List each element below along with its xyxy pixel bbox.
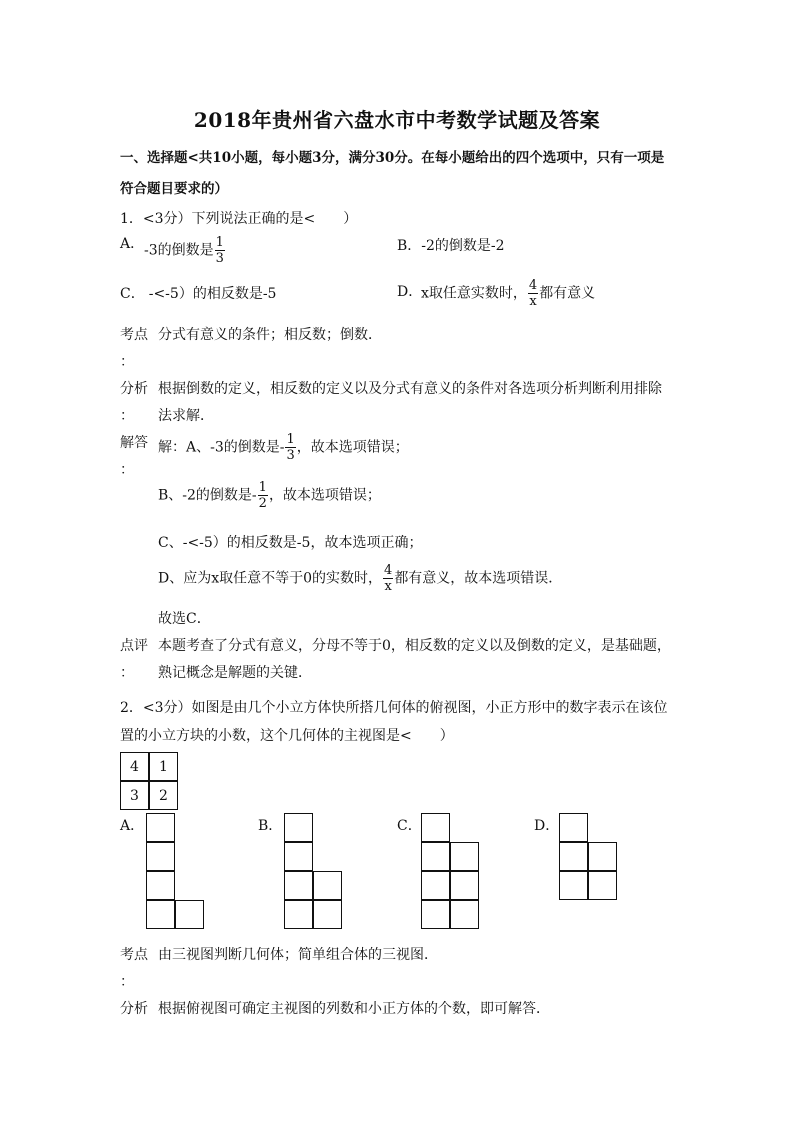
cube-square	[450, 871, 479, 900]
q1-option-b	[397, 235, 505, 255]
cube-square	[284, 871, 313, 900]
q1-fenxi-colon: ：	[120, 408, 134, 424]
topview-cell: 3	[120, 781, 149, 810]
q1-jieda-b-fraction	[258, 481, 268, 510]
q1-jieda-d	[158, 564, 562, 593]
q1-jieda-a-fraction	[285, 433, 295, 462]
topview-cell: 1	[149, 752, 178, 781]
cube-square	[588, 871, 617, 900]
section-header-line2: 符合题目要求的）	[120, 181, 228, 197]
q1-fenxi-line1: 根据倒数的定义，相反数的定义以及分式有意义的条件对各选项分析判断利用排除	[158, 381, 662, 397]
cube-square	[146, 813, 175, 842]
topview-cell: 2	[149, 781, 178, 810]
q1-option-a-label: A．	[120, 236, 145, 252]
q2-option-a-label: A．	[120, 818, 145, 834]
q1-jieda-b-text2: ，故本选项错误；	[268, 487, 381, 504]
q2-option-c-label: C．	[397, 818, 422, 834]
cube-square	[450, 842, 479, 871]
cube-square	[559, 813, 588, 842]
q1-jieda-a-text2: ，故本选项错误；	[296, 439, 409, 456]
cube-square	[588, 842, 617, 871]
q1-jieda-a-text1: 解：A、-3的倒数是-	[158, 439, 285, 456]
q1-dianping-label: 点评	[120, 638, 148, 654]
fraction-denominator: 2	[258, 496, 267, 511]
q1-option-d-body1: x取任意实数时，	[421, 285, 527, 302]
q1-option-d-fraction	[528, 279, 538, 308]
fraction-denominator: x	[384, 579, 392, 594]
q1-stem: 1．<3分）下列说法正确的是< ）	[120, 211, 358, 227]
q1-option-d	[421, 279, 595, 308]
q1-jieda-d-text2: 都有意义，故本选项错误．	[394, 570, 563, 587]
cube-square	[421, 900, 450, 929]
q1-kaodian-colon: ：	[120, 354, 134, 370]
cube-square	[284, 900, 313, 929]
q1-option-b-body: -2的倒数是-2	[421, 238, 505, 254]
cube-square	[284, 842, 313, 871]
cube-square	[146, 842, 175, 871]
cube-square	[146, 871, 175, 900]
cube-square	[146, 900, 175, 929]
cube-square	[175, 900, 204, 929]
topview-cell: 4	[120, 752, 149, 781]
q1-option-d-body2: 都有意义	[539, 285, 596, 302]
q2-kaodian-colon: ：	[120, 974, 134, 990]
section-header-line1: 一、选择题<共10小题，每小题3分，满分30分。在每小题给出的四个选项中，只有一项是	[120, 150, 665, 166]
q1-option-c-label: C．	[120, 286, 145, 302]
fraction-denominator: 3	[286, 448, 295, 463]
q1-option-a-body: -3的倒数是	[144, 242, 214, 259]
cube-square	[421, 871, 450, 900]
q1-jieda-d-fraction	[383, 564, 393, 593]
q1-dianping-line1: 本题考查了分式有意义，分母不等于0，相反数的定义以及倒数的定义，是基础题，	[158, 638, 671, 654]
cube-square	[559, 842, 588, 871]
q1-option-b-label: B．	[397, 238, 422, 254]
q2-kaodian-text: 由三视图判断几何体；简单组合体的三视图．	[158, 947, 438, 963]
q1-jieda-b	[158, 481, 381, 510]
cube-square	[450, 900, 479, 929]
q2-option-d-label: D．	[534, 818, 560, 834]
fraction-numerator: 1	[215, 235, 224, 250]
cube-square	[313, 871, 342, 900]
q1-jieda-a	[158, 433, 409, 462]
fraction-denominator: x	[529, 294, 537, 309]
fraction-numerator: 4	[528, 278, 538, 293]
q1-jieda-colon: ：	[120, 462, 134, 478]
q2-option-b-label: B．	[258, 818, 283, 834]
q1-fenxi-line2: 法求解．	[158, 408, 214, 424]
cube-square	[284, 813, 313, 842]
page-title: 2018年贵州省六盘水市中考数学试题及答案	[193, 108, 601, 132]
q1-jieda-b-text1: B、-2的倒数是-	[158, 487, 257, 504]
q1-dianping-colon: ：	[120, 665, 134, 681]
q1-jieda-d-text1: D、应为x取任意不等于0的实数时，	[158, 570, 383, 587]
q1-jieda-label: 解答	[120, 435, 148, 451]
fraction-numerator: 4	[384, 563, 393, 578]
q2-kaodian-label: 考点	[120, 947, 148, 963]
q1-option-a-text	[144, 236, 226, 265]
q2-stem-line1: 2．<3分）如图是由几个小立方体快所搭几何体的俯视图，小正方形中的数字表示在该位	[120, 700, 668, 716]
q1-kaodian-label: 考点	[120, 327, 148, 343]
q1-jieda-c: C、-<-5）的相反数是-5，故本选项正确；	[158, 535, 423, 551]
cube-square	[421, 813, 450, 842]
q1-kaodian-text: 分式有意义的条件；相反数；倒数．	[158, 327, 382, 343]
q1-dianping-line2: 熟记概念是解题的关键．	[158, 665, 312, 681]
cube-square	[421, 842, 450, 871]
q1-option-c	[120, 283, 276, 303]
q1-option-c-body: -<-5）的相反数是-5	[148, 286, 277, 302]
q2-fenxi-label: 分析	[120, 1001, 148, 1017]
cube-square	[313, 900, 342, 929]
cube-square	[559, 871, 588, 900]
q1-option-d-label: D．	[397, 284, 423, 300]
fraction-denominator: 3	[215, 251, 224, 266]
q1-fenxi-label: 分析	[120, 381, 148, 397]
q1-jieda-final: 故选C．	[158, 611, 211, 627]
q2-stem-line2: 置的小立方块的小数，这个几何体的主视图是< ）	[120, 728, 454, 744]
fraction-numerator: 1	[258, 480, 267, 495]
q2-fenxi-text: 根据俯视图可确定主视图的列数和小正方体的个数，即可解答．	[158, 1001, 550, 1017]
q1-option-a-fraction	[215, 236, 225, 265]
fraction-numerator: 1	[286, 432, 295, 447]
